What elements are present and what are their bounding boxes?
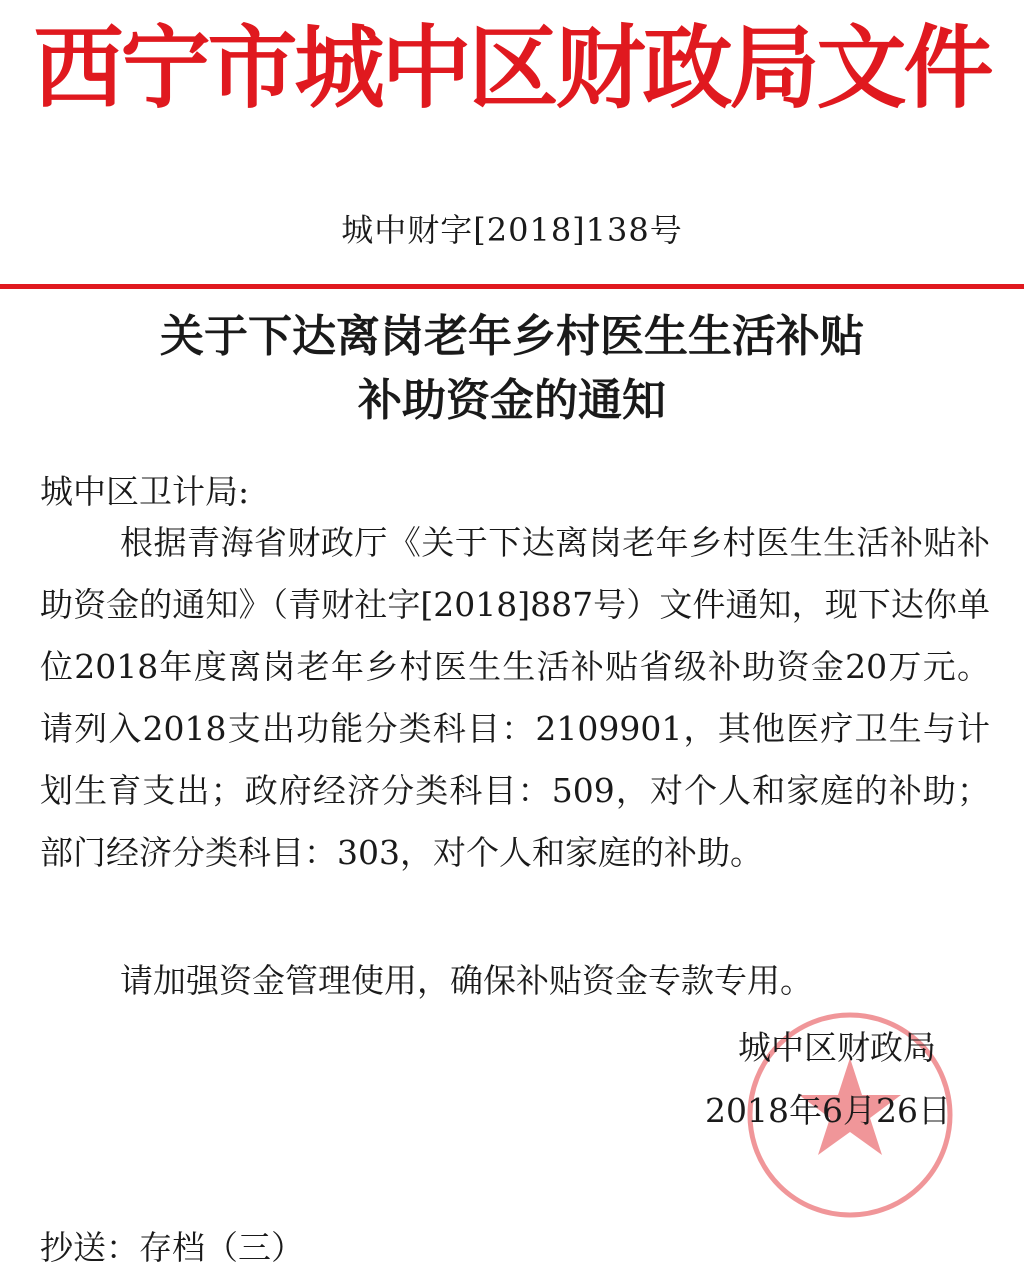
body-paragraph-2: 请加强资金管理使用，确保补贴资金专款专用。 [120, 961, 813, 1000]
notice-title [0, 305, 1024, 433]
notice-title-line-2: 补助资金的通知 [358, 375, 666, 426]
carbon-copy-line: 抄送：存档（三） [40, 1228, 304, 1267]
notice-title-line-1: 关于下达离岗老年乡村医生生活补贴 [160, 311, 864, 362]
recipient-line: 城中区卫计局: [40, 472, 250, 511]
body-paragraph-1: 根据青海省财政厅《关于下达离岗老年乡村医生生活补贴补助资金的通知》（青财社字[2018]887号）文件通知，现下达你单位2018年度离岗老年乡村医生生活补贴省级补助资金20万元。请列入2018支出功能分类科目：2109901，其他医疗卫生与计划生育支出；政府经济分类科目：509，对个人和家庭的补助；部门经济分类科目：303，对个人和家庭的补助。 [40, 523, 990, 872]
document-number: 城中财字[2018]138号 [341, 211, 683, 249]
document-header-title: 西宁市城中区财政局文件 [33, 15, 991, 121]
header-divider [0, 284, 1024, 289]
signature-organization: 城中区财政局 [738, 1028, 936, 1067]
signature-date: 2018年6月26日 [705, 1091, 951, 1130]
body-paragraph-1-container [40, 512, 990, 884]
